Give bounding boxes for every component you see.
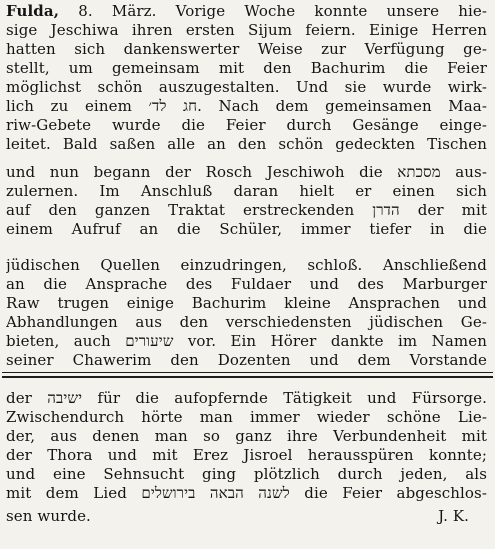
text-line: hatten sich dankenswerter Weise zur Verfügung ge- bbox=[6, 40, 487, 58]
text-line: der, aus denen man so ganz ihre Verbundenheit mit bbox=[6, 427, 487, 445]
text-line: riw-Gebete wurde die Feier durch Gesänge einge- bbox=[6, 116, 487, 134]
text-line: auf den ganzen Traktat erstreckenden הדרן der mit bbox=[6, 201, 487, 219]
text-line: der Thora und mit Erez Jisroel herausspüren konnte; bbox=[6, 446, 487, 464]
column-divider-thin bbox=[2, 372, 493, 373]
closing-line bbox=[6, 507, 487, 526]
line-text: 8. März. Vorige Woche konnte unsere hie- bbox=[78, 2, 487, 20]
text-line: und eine Sehnsucht ging plötzlich durch jeden, als bbox=[6, 465, 487, 483]
text-line: einem Aufruf an die Schüler, immer tiefer in die bbox=[6, 220, 487, 238]
text-line: stellt, um gemeinsam mit den Bachurim die Feier bbox=[6, 59, 487, 77]
text-line: jüdischen Quellen einzudringen, schloß. Anschließend bbox=[6, 256, 487, 274]
text-line: Abhandlungen aus den verschiedensten jüdischen Ge- bbox=[6, 313, 487, 331]
text-line: bieten, auch שיעורים vor. Ein Hörer dankte im Namen bbox=[6, 332, 487, 350]
text-line bbox=[6, 2, 487, 21]
text-line: sige Jeschiwa ihren ersten Sijum feiern. Einige Herren bbox=[6, 21, 487, 39]
text-line: leitet. Bald saßen alle an den schön gedeckten Tischen bbox=[6, 135, 487, 153]
text-line: lich zu einem חג לד׳. Nach dem gemeinsamen Maa- bbox=[6, 97, 487, 115]
text-line: Raw trugen einige Bachurim kleine Ansprachen und bbox=[6, 294, 487, 312]
author-signature: J. K. bbox=[438, 507, 469, 525]
text-line: Zwischendurch hörte man immer wieder schöne Lie- bbox=[6, 408, 487, 426]
column-divider-thick bbox=[2, 376, 493, 378]
text-line: an die Ansprache des Fuldaer und des Marburger bbox=[6, 275, 487, 293]
text-line: seiner Chawerim den Dozenten und dem Vorstande bbox=[6, 351, 487, 369]
text-line: der ישיבה für die aufopfernde Tätigkeit und Fürsorge. bbox=[6, 389, 487, 407]
dateline-place: Fulda, bbox=[6, 2, 60, 20]
text-line: mit dem Lied לשנה הבאה בירושלים die Feier abgeschlos- bbox=[6, 484, 487, 502]
text-line: möglichst schön auszugestalten. Und sie wurde wirk- bbox=[6, 78, 487, 96]
line-text: sen wurde. bbox=[6, 507, 91, 525]
text-line: und nun begann der Rosch Jeschiwoh die מסכתא aus- bbox=[6, 163, 487, 181]
text-line: zulernen. Im Anschluß daran hielt er einen sich bbox=[6, 182, 487, 200]
